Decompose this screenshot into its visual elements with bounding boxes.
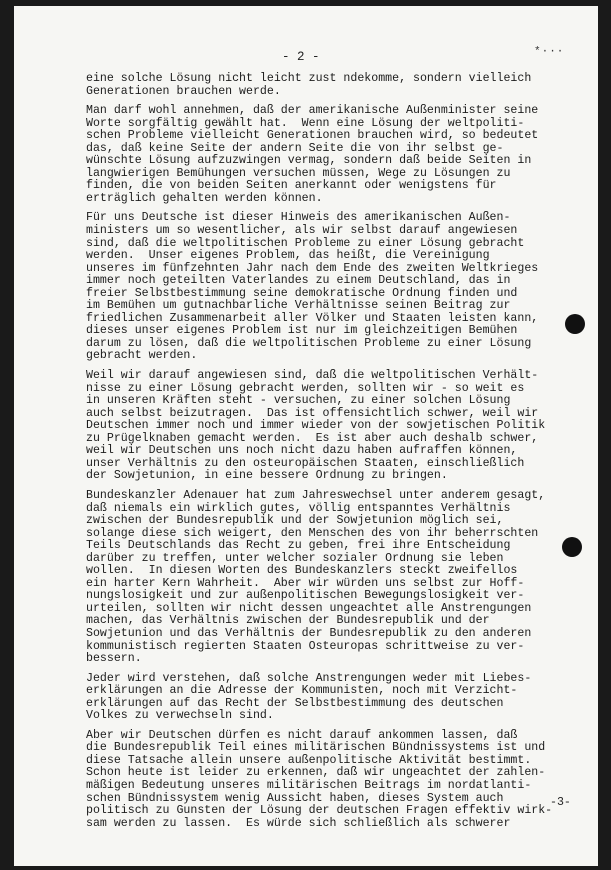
text-line: daß niemals ein wirklich gutes, völlig entspanntes Verhältnis bbox=[86, 501, 511, 515]
text-line: wünschte Lösung aufzuzwingen vermag, sondern daß beide Seiten in bbox=[86, 154, 532, 168]
paragraph bbox=[86, 212, 568, 363]
text-line: die Bundesrepublik Teil eines militärischen Bündnissystems ist und bbox=[86, 741, 546, 755]
text-line: sind, daß die weltpolitischen Probleme zu einer Lösung gebracht bbox=[86, 236, 525, 250]
text-line: erklärungen auf das Recht der Selbstbestimmung des deutschen bbox=[86, 696, 504, 710]
text-line: dieses unser eigenes Problem ist nur im gleichzeitigen Bemühen bbox=[86, 324, 518, 338]
paragraph bbox=[86, 730, 568, 830]
text-line: wollen. In diesen Worten des Bundeskanzlers steckt zweifellos bbox=[86, 564, 518, 578]
text-line: Generationen brauchen werde. bbox=[86, 84, 281, 98]
text-line: freier Selbstbestimmung seine demokratische Ordnung finden und bbox=[86, 286, 518, 300]
text-line: Volkes zu verwechseln sind. bbox=[86, 709, 274, 723]
text-line: nisse zu einer Lösung gebracht werden, sollten wir - so weit es bbox=[86, 381, 525, 395]
text-line: erträglich gehalten werden können. bbox=[86, 191, 323, 205]
text-line: langwierigen Bemühungen versuchen müssen, Wege zu Lösungen zu bbox=[86, 166, 511, 180]
text-line: eine solche Lösung nicht leicht zust ndekomme, sondern vielleich bbox=[86, 72, 532, 85]
text-line: mäßigen Bedeutung unseres militärischen Beitrags im nordatlanti- bbox=[86, 778, 532, 792]
text-line: machen, das Verhältnis zwischen der Bundesrepublik und der bbox=[86, 614, 490, 628]
text-line: sam werden zu lassen. Es würde sich schließlich als schwerer bbox=[86, 816, 511, 830]
text-line: Weil wir darauf angewiesen sind, daß die weltpolitischen Verhält- bbox=[86, 369, 539, 383]
page-number: - 2 - bbox=[282, 50, 320, 64]
text-line: Sowjetunion und das Verhältnis der Bundesrepublik zu den anderen bbox=[86, 626, 532, 640]
catchword-next-page: -3- bbox=[550, 796, 571, 809]
paragraph bbox=[86, 673, 568, 723]
text-line: immer noch geteilten Vaterlandes zu einem Deutschland, das in bbox=[86, 274, 511, 288]
text-line: darum zu lösen, daß die weltpolitischen Probleme zu einer Lösung bbox=[86, 336, 532, 350]
text-line: in unseren Kräften steht - versuchen, zu einer solchen Lösung bbox=[86, 394, 511, 408]
paragraph bbox=[86, 370, 568, 483]
text-line: zwischen der Bundesrepublik und der Sowjetunion möglich sei, bbox=[86, 514, 504, 528]
text-line: gebracht werden. bbox=[86, 349, 198, 363]
text-line: Teils Deutschlands das Recht zu geben, frei ihre Entscheidung bbox=[86, 539, 511, 553]
text-line: Man darf wohl annehmen, daß der amerikanische Außenminister seine bbox=[86, 104, 539, 118]
text-line: ein harter Kern Wahrheit. Aber wir würden uns selbst zur Hoff- bbox=[86, 576, 525, 590]
text-line: Deutschen immer noch und immer wieder von der sowjetischen Politik bbox=[86, 419, 546, 433]
paragraph bbox=[86, 105, 568, 205]
text-line: der Sowjetunion, in eine bessere Ordnung zu bringen. bbox=[86, 469, 448, 483]
text-line: unseres im fünfzehnten Jahr nach dem Ende des zweiten Weltkrieges bbox=[86, 261, 539, 275]
text-line: kommunistisch regierten Staaten Osteuropas schrittweise zu ver- bbox=[86, 639, 525, 653]
text-line: politisch zu Gunsten der Lösung der deutschen Fragen effektiv wirk- bbox=[86, 804, 553, 818]
text-line: finden, die von beiden Seiten anerkannt oder wenigstens für bbox=[86, 179, 497, 193]
paragraph bbox=[86, 73, 568, 98]
text-line: schen Probleme vielleicht Generationen brauchen wird, so bedeutet bbox=[86, 129, 539, 143]
text-line: bessern. bbox=[86, 652, 142, 666]
text-line: nungslosigkeit und zur außenpolitischen Bewegungslosigkeit ver- bbox=[86, 589, 525, 603]
text-line: zu Prügelknaben gemacht werden. Es ist aber auch deshalb schwer, bbox=[86, 431, 539, 445]
paragraph bbox=[86, 490, 568, 666]
punch-hole-icon bbox=[565, 314, 585, 334]
text-line: erklärungen an die Adresse der Kommunisten, noch mit Verzicht- bbox=[86, 684, 518, 698]
corner-mark: *··· bbox=[534, 46, 565, 58]
text-line: das, daß keine Seite der andern Seite die von ihr selbst ge- bbox=[86, 141, 504, 155]
text-line: auch selbst beizutragen. Das ist offensichtlich schwer, weil wir bbox=[86, 406, 539, 420]
text-line: solange diese sich weigert, den Menschen des von ihr beherrschten bbox=[86, 526, 539, 540]
text-line: Jeder wird verstehen, daß solche Anstrengungen weder mit Liebes- bbox=[86, 671, 532, 685]
text-line: urteilen, sollten wir nicht dessen ungeachtet alle Anstrengungen bbox=[86, 601, 532, 615]
text-line: ministers um so wesentlicher, als wir selbst darauf angewiesen bbox=[86, 224, 518, 238]
text-line: weil wir Deutschen uns noch nicht dazu haben aufraffen können, bbox=[86, 444, 518, 458]
document-page bbox=[14, 6, 598, 866]
text-line: im Bemühen um gutnachbarliche Verhältnisse seinen Beitrag zur bbox=[86, 299, 511, 313]
text-line: schen Bündnissystem wenig Aussicht haben, dieses System auch bbox=[86, 791, 504, 805]
text-line: Bundeskanzler Adenauer hat zum Jahreswechsel unter anderem gesagt, bbox=[86, 488, 546, 502]
text-line: diese Tatsache allein unsere außenpolitische Aktivität bestimmt. bbox=[86, 753, 532, 767]
text-line: Worte sorgfältig gewählt hat. Wenn eine Lösung der weltpoliti- bbox=[86, 116, 525, 130]
text-line: Für uns Deutsche ist dieser Hinweis des amerikanischen Außen- bbox=[86, 211, 511, 225]
text-line: werden. Unser eigenes Problem, das heißt, die Vereinigung bbox=[86, 249, 490, 263]
body-text bbox=[86, 73, 568, 837]
text-line: unser Verhältnis zu den osteuropäischen Staaten, einschließlich bbox=[86, 456, 525, 470]
text-line: Aber wir Deutschen dürfen es nicht darauf ankommen lassen, daß bbox=[86, 728, 518, 742]
text-line: Schon heute ist leider zu erkennen, daß wir ungeachtet der zahlen- bbox=[86, 766, 546, 780]
text-line: darüber zu treffen, unter welcher sozialer Ordnung sie leben bbox=[86, 551, 504, 565]
text-line: friedlichen Zusammenarbeit aller Völker und Staaten leisten kann, bbox=[86, 311, 539, 325]
